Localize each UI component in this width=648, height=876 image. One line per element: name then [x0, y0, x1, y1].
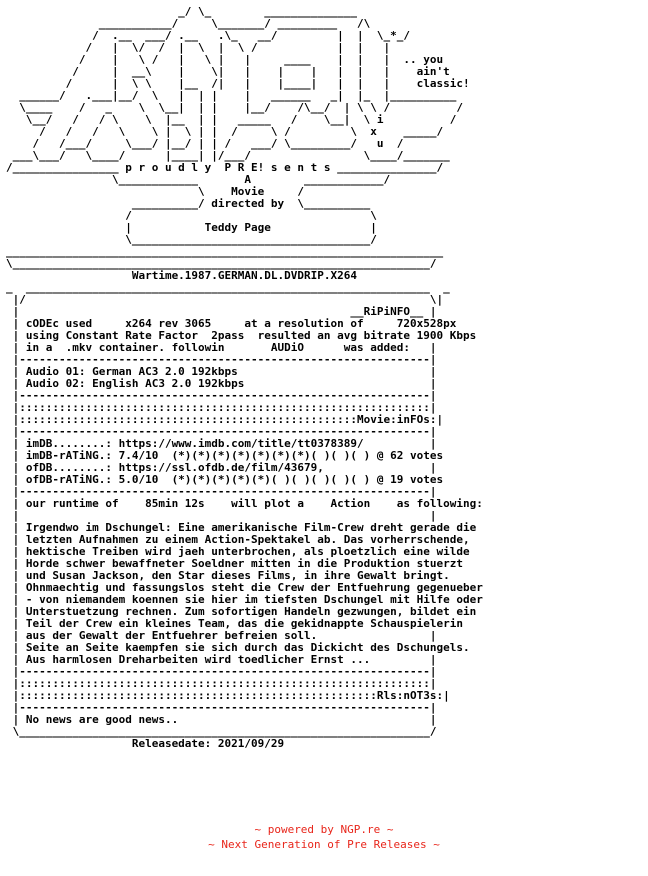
nfo-text: _/ \_ ______________ ___________/ \_______/ _________ /\ / .__ ___/ .__ .\_ __/ | | \_*_/ / | \/ / | \ | \ / | | | / | \ / | \ | | ____ | | | .. you / | __\ | \| | | | | | | ain't / | \ \ |__ /| | |____| | | | classic! ______/ .___|__/ \ | | | | ______ _| |_ |__________ \____ / _ \ \__| | | |__/ /\__/ | \ \ / / \__/ / / \ \ |__ | | _____ / \__| \ i / / / / \ \ | \ | | / \ / \ x _____/ / /___/ \___/ |__/ | | / ___/ \_________/ u / ___\___/ \____/ |____| |/___/ \____/_______ /________________ p r o u d l y P R E! s e n t s _______________/ \____________ A ____________/ \ Movie / __________/ directed by \__________ / \ | Teddy Page | \____________________________________/ __________________________________________________________________ \_______________________________________________________________/ Wartime.1987.GERMAN.DL.DVDRIP.X264 _ _____________________________________________________________ _ |/ \| | __RiPiNFO__ | | cODEc used x264 rev 3065 at a resolution of 720x528px | using Constant Rate Factor 2pass resulted an avg bitrate 1900 Kbps | in a .mkv container. followin AUDiO was added: | |--------------------------------------------------------------| | Audio 01: German AC3 2.0 192kbps | | Audio 02: English AC3 2.0 192kbps | |--------------------------------------------------------------| |::::::::::::::::::::::::::::::::::::::::::::::::::::::::::::::| |:::::::::::::::::::::::::::::::::::::::::::::::::::Movie:inFOs:| |--------------------------------------------------------------| | imDB........: https://www.imdb.com/title/tt0378389/ | | imDB-rATiNG.: 7.4/10 (*)(*)(*)(*)(*)(*)(*)( )( )( ) @ 62 votes | ofDB........: https://ssl.ofdb.de/film/43679, | | ofDB-rATiNG.: 5.0/10 (*)(*)(*)(*)(*)( )( )( )( )( ) @ 19 votes |--------------------------------------------------------------| | our runtime of 85min 12s will plot a Action as following: | | | Irgendwo im Dschungel: Eine amerikanische Film-Crew dreht gerade die | letzten Aufnahmen zu einem Action-Spektakel ab. Das vorherrschende, | hektische Treiben wird jaeh unterbrochen, als ploetzlich eine wilde | Horde schwer bewaffneter Soeldner mitten in die Produktion stuerzt | und Susan Jackson, den Star dieses Films, in ihre Gewalt bringt. | Ohnmaechtig und fassungslos steht die Crew der Entfuehrung gegenueber | - von niemandem koennen sie hier im tiefsten Dschungel mit Hilfe oder | Unterstuetzung rechnen. Zum sofortigen Handeln gezwungen, bildet ein | Teil der Crew ein kleines Team, das die gekidnappte Schauspielerin | aus der Gewalt der Entfuehrer befreien soll. | | Seite an Seite kaempfen sie sich durch das Dickicht des Dschungels. | Aus harmlosen Dreharbeiten wird toedlicher Ernst ... | |--------------------------------------------------------------| |::::::::::::::::::::::::::::::::::::::::::::::::::::::::::::::| |::::::::::::::::::::::::::::::::::::::::::::::::::::::Rls:nOT3s:| |--------------------------------------------------------------| | No news are good news.. | \______________________________________________________________/ Releasedate: 2021/09/29 [6, 5, 483, 750]
tagline: ~ Next Generation of Pre Releases ~ [208, 838, 440, 851]
footer [0, 822, 648, 852]
powered-by-line: ~ powered by NGP.re ~ [254, 823, 394, 836]
